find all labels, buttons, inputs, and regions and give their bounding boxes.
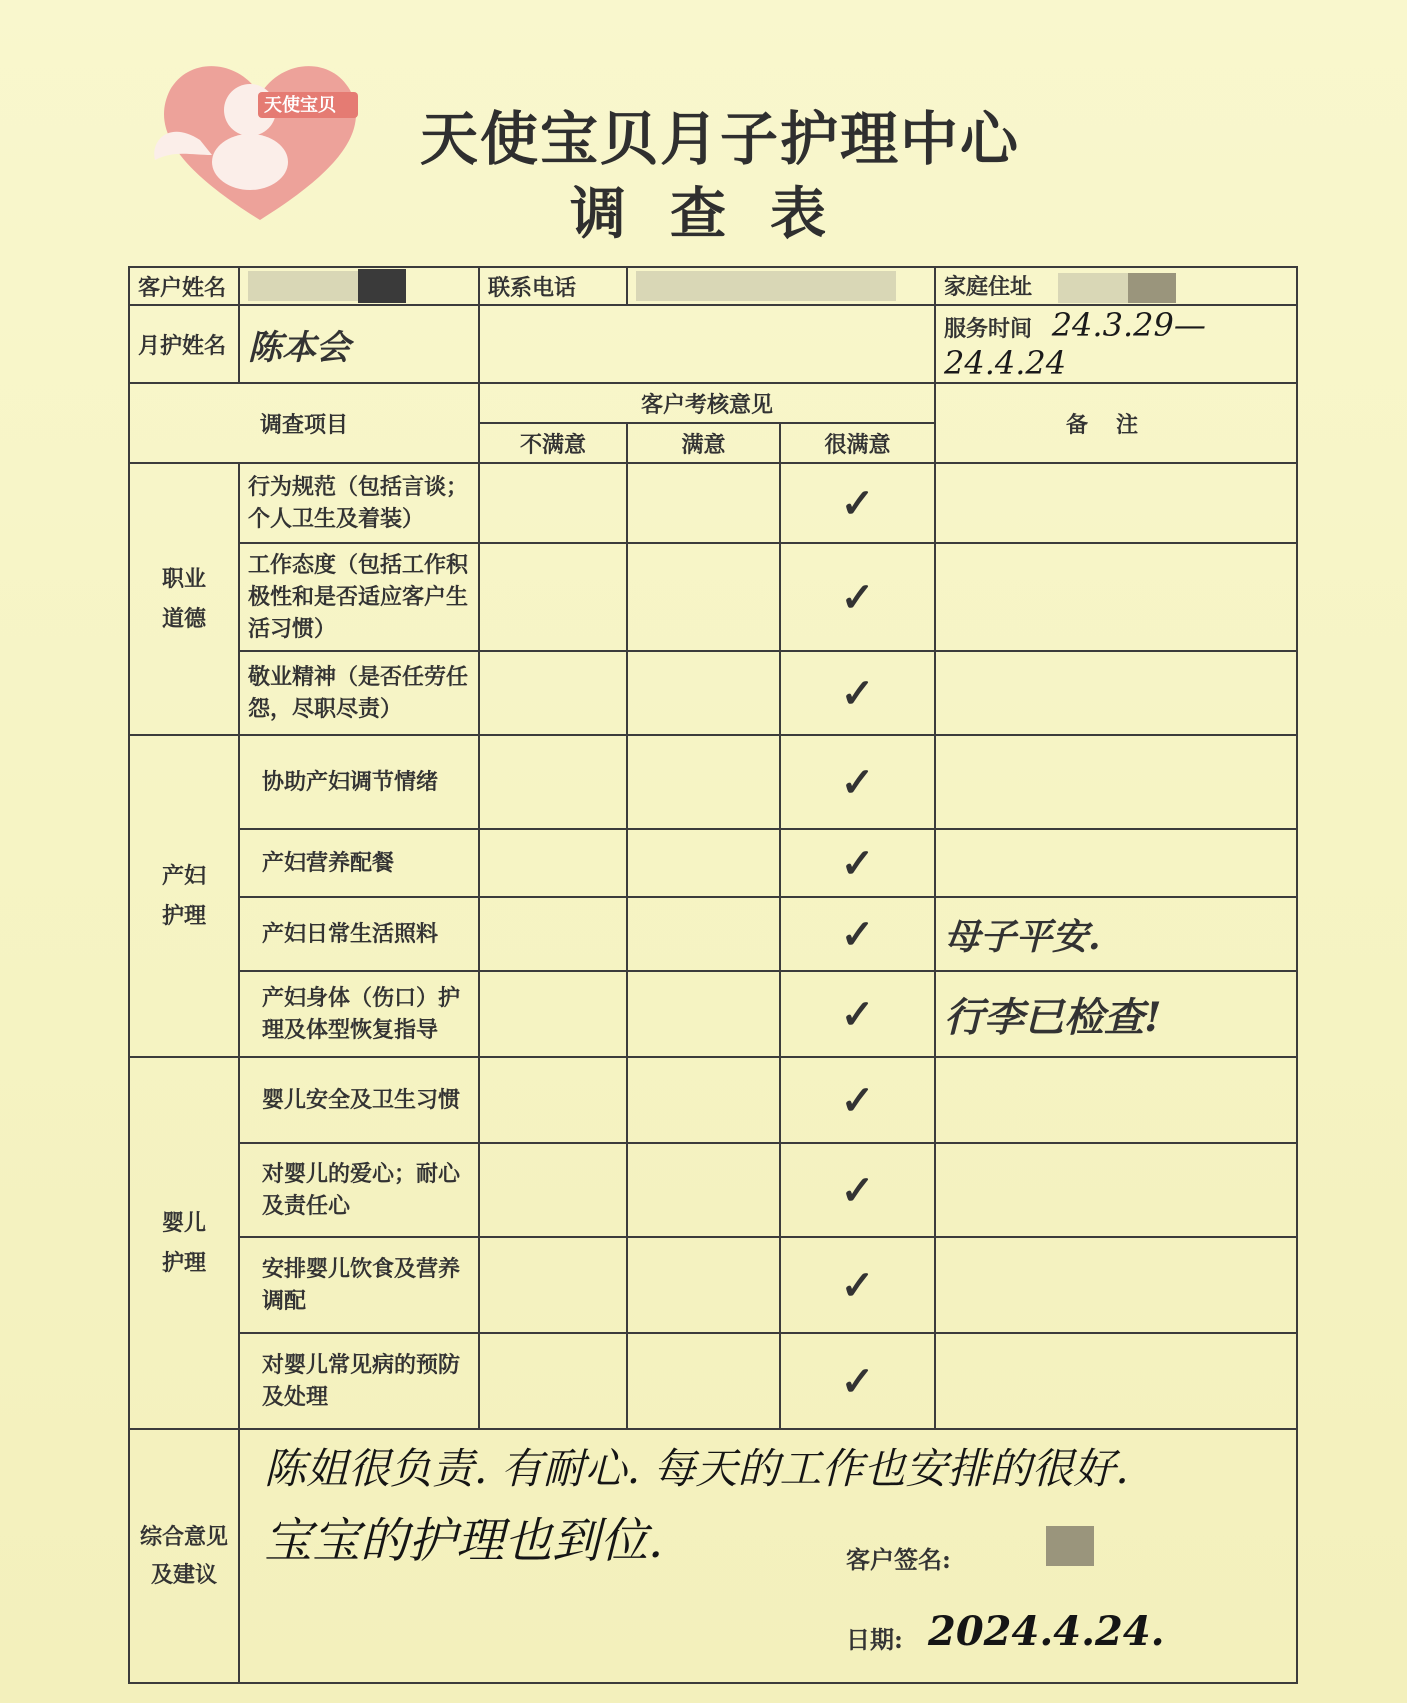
service-time-value: 24.3.29—24.4.24	[944, 306, 1206, 382]
satisfied-cell[interactable]	[627, 463, 780, 543]
satisfied-cell[interactable]	[627, 543, 780, 651]
form-title: 调查表	[570, 181, 870, 247]
table-row	[129, 971, 1297, 1057]
satisfied-header: 满意	[627, 423, 780, 463]
dissatisfied-cell[interactable]	[479, 1057, 627, 1143]
dissatisfied-cell[interactable]	[479, 1237, 627, 1333]
overall-comment-cell	[239, 1429, 1297, 1683]
remark-cell	[935, 1143, 1297, 1237]
table-row	[129, 897, 1297, 971]
service-time-cell	[935, 305, 1297, 383]
satisfied-cell[interactable]	[627, 1057, 780, 1143]
remark-cell	[935, 1057, 1297, 1143]
remark-cell	[935, 463, 1297, 543]
check-mark-icon[interactable]: ✓	[780, 897, 935, 971]
client-name-value	[239, 267, 479, 305]
check-mark-icon[interactable]: ✓	[780, 971, 935, 1057]
dissatisfied-cell[interactable]	[479, 971, 627, 1057]
survey-items-header: 调查项目	[129, 383, 479, 463]
satisfied-cell[interactable]	[627, 1237, 780, 1333]
table-row	[129, 543, 1297, 651]
satisfied-cell[interactable]	[627, 651, 780, 735]
item-label: 产妇日常生活照料	[239, 897, 479, 971]
nurse-name-value: 陈本会	[239, 305, 479, 383]
satisfied-cell[interactable]	[627, 1143, 780, 1237]
check-mark-icon[interactable]: ✓	[780, 463, 935, 543]
table-row	[129, 1143, 1297, 1237]
center-name: 天使宝贝月子护理中心	[420, 105, 1021, 173]
client-row	[129, 267, 1297, 305]
angel-heart-logo	[140, 50, 380, 230]
overall-comment-line-2: 宝宝的护理也到位.	[264, 1513, 664, 1569]
check-mark-icon[interactable]: ✓	[780, 829, 935, 897]
item-label: 行为规范（包括言谈；个人卫生及着装）	[239, 463, 479, 543]
satisfied-cell[interactable]	[627, 829, 780, 897]
category-maternal-care: 产妇 护理	[129, 735, 239, 1057]
address-cell	[935, 267, 1297, 305]
table-row	[129, 1057, 1297, 1143]
remark-cell	[935, 829, 1297, 897]
dissatisfied-cell[interactable]	[479, 829, 627, 897]
phone-value	[627, 267, 935, 305]
address-label: 家庭住址	[944, 273, 1033, 300]
item-label: 协助产妇调节情绪	[239, 735, 479, 829]
date-label: 日期:	[846, 1625, 903, 1654]
nurse-row	[129, 305, 1297, 383]
check-mark-icon[interactable]: ✓	[780, 1237, 935, 1333]
satisfied-cell[interactable]	[627, 735, 780, 829]
table-row	[129, 463, 1297, 543]
dissatisfied-cell[interactable]	[479, 463, 627, 543]
customer-opinion-header: 客户考核意见	[479, 383, 935, 423]
overall-label: 综合意见 及建议	[129, 1429, 239, 1683]
header-row-1	[129, 383, 1297, 423]
table-row	[129, 651, 1297, 735]
signature-label: 客户签名:	[846, 1545, 951, 1574]
dissatisfied-header: 不满意	[479, 423, 627, 463]
table-row	[129, 1333, 1297, 1429]
client-name-label: 客户姓名	[129, 267, 239, 305]
item-label: 婴儿安全及卫生习惯	[239, 1057, 479, 1143]
dissatisfied-cell[interactable]	[479, 1333, 627, 1429]
remarks-header: 备注	[935, 383, 1297, 463]
table-row	[129, 735, 1297, 829]
overall-row	[129, 1429, 1297, 1683]
check-mark-icon[interactable]: ✓	[780, 735, 935, 829]
logo-text: 天使宝贝	[264, 95, 336, 116]
service-time-label: 服务时间	[944, 316, 1033, 342]
item-label: 工作态度（包括工作积极性和是否适应客户生活习惯）	[239, 543, 479, 651]
dissatisfied-cell[interactable]	[479, 897, 627, 971]
category-ethics: 职业 道德	[129, 463, 239, 735]
item-label: 安排婴儿饮食及营养调配	[239, 1237, 479, 1333]
item-label: 对婴儿常见病的预防及处理	[239, 1333, 479, 1429]
check-mark-icon[interactable]: ✓	[780, 1143, 935, 1237]
satisfied-cell[interactable]	[627, 1333, 780, 1429]
remark-cell	[935, 543, 1297, 651]
check-mark-icon[interactable]: ✓	[780, 651, 935, 735]
check-mark-icon[interactable]: ✓	[780, 1057, 935, 1143]
check-mark-icon[interactable]: ✓	[780, 543, 935, 651]
category-infant-care: 婴儿 护理	[129, 1057, 239, 1429]
check-mark-icon[interactable]: ✓	[780, 1333, 935, 1429]
signature-redaction	[1046, 1526, 1094, 1566]
remark-cell: 行李已检查!	[935, 971, 1297, 1057]
nurse-name-label: 月护姓名	[129, 305, 239, 383]
table-row	[129, 1237, 1297, 1333]
item-label: 产妇营养配餐	[239, 829, 479, 897]
blank-info-cell	[479, 305, 935, 383]
item-label: 产妇身体（伤口）护理及体型恢复指导	[239, 971, 479, 1057]
dissatisfied-cell[interactable]	[479, 651, 627, 735]
very-satisfied-header: 很满意	[780, 423, 935, 463]
remark-cell	[935, 1237, 1297, 1333]
dissatisfied-cell[interactable]	[479, 1143, 627, 1237]
item-label: 敬业精神（是否任劳任怨，尽职尽责）	[239, 651, 479, 735]
item-label: 对婴儿的爱心；耐心及责任心	[239, 1143, 479, 1237]
date-value: 2024.4.24.	[928, 1608, 1165, 1655]
dissatisfied-cell[interactable]	[479, 735, 627, 829]
phone-label: 联系电话	[479, 267, 627, 305]
table-row	[129, 829, 1297, 897]
survey-form	[128, 266, 1296, 1659]
overall-comment-line-1: 陈姐很负责. 有耐心. 每天的工作也安排的很好.	[264, 1444, 1129, 1493]
remark-cell	[935, 1333, 1297, 1429]
remark-cell	[935, 735, 1297, 829]
dissatisfied-cell[interactable]	[479, 543, 627, 651]
satisfied-cell[interactable]	[627, 897, 780, 971]
satisfied-cell[interactable]	[627, 971, 780, 1057]
remark-cell	[935, 651, 1297, 735]
remark-cell: 母子平安.	[935, 897, 1297, 971]
